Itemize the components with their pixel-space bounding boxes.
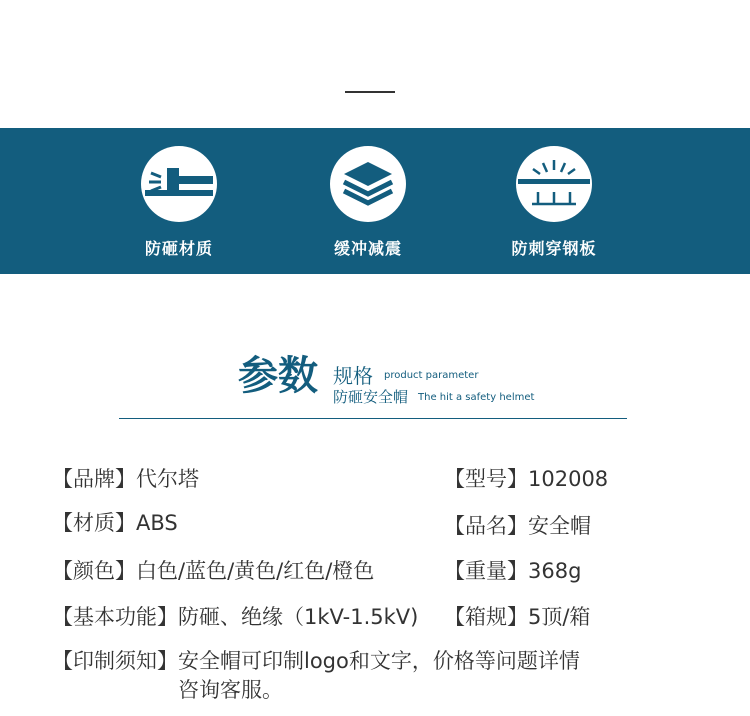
section-title-cn1: 规格	[333, 364, 373, 388]
spec-key: 【型号】	[444, 467, 528, 491]
section-title-en1: product parameter	[384, 370, 479, 381]
spec-brand	[52, 465, 199, 494]
spec-key: 【品名】	[444, 514, 528, 538]
spec-value: ABS	[136, 511, 178, 535]
section-title-main: 参数	[238, 353, 318, 399]
top-divider	[345, 91, 395, 93]
spikes-icon	[516, 146, 592, 222]
spec-key: 【印制须知】	[52, 649, 178, 673]
spec-value: 安全帽	[528, 514, 591, 538]
feature-cushion	[288, 146, 448, 259]
spec-value: 安全帽可印制logo和文字，价格等问题详情咨询客服。	[178, 649, 580, 703]
spec-value: 白色/蓝色/黄色/红色/橙色	[136, 559, 375, 583]
spec-key: 【品牌】	[52, 467, 136, 491]
section-title-cn2: 防砸安全帽	[333, 388, 409, 406]
feature-anti-puncture	[474, 146, 634, 259]
spec-function	[52, 603, 418, 632]
spec-value: 5顶/箱	[528, 605, 591, 629]
spec-key: 【材质】	[52, 511, 136, 535]
spec-material	[52, 509, 178, 538]
feature-label: 防刺穿钢板	[511, 239, 597, 258]
spec-box	[444, 603, 590, 632]
feature-anti-smash	[99, 146, 259, 259]
section-divider	[119, 418, 627, 419]
feature-band	[0, 128, 750, 274]
spec-key: 【基本功能】	[52, 605, 178, 629]
layers-icon	[330, 146, 406, 222]
spec-model	[444, 465, 608, 494]
spec-color	[52, 557, 374, 586]
spec-value: 防砸、绝缘（1kV-1.5kV)	[178, 605, 419, 629]
spec-key: 【重量】	[444, 559, 528, 583]
spec-value: 368g	[528, 559, 582, 583]
spec-key: 【箱规】	[444, 605, 528, 629]
spec-print	[52, 647, 702, 706]
spec-value: 代尔塔	[136, 467, 199, 491]
spec-weight	[444, 557, 581, 586]
hammer-icon	[141, 146, 217, 222]
spec-key: 【颜色】	[52, 559, 136, 583]
feature-label: 缓冲减震	[333, 239, 402, 258]
spec-value: 102008	[528, 467, 609, 491]
spec-name	[444, 512, 591, 541]
section-title-en2: The hit a safety helmet	[418, 392, 535, 403]
feature-label: 防砸材质	[144, 239, 213, 258]
